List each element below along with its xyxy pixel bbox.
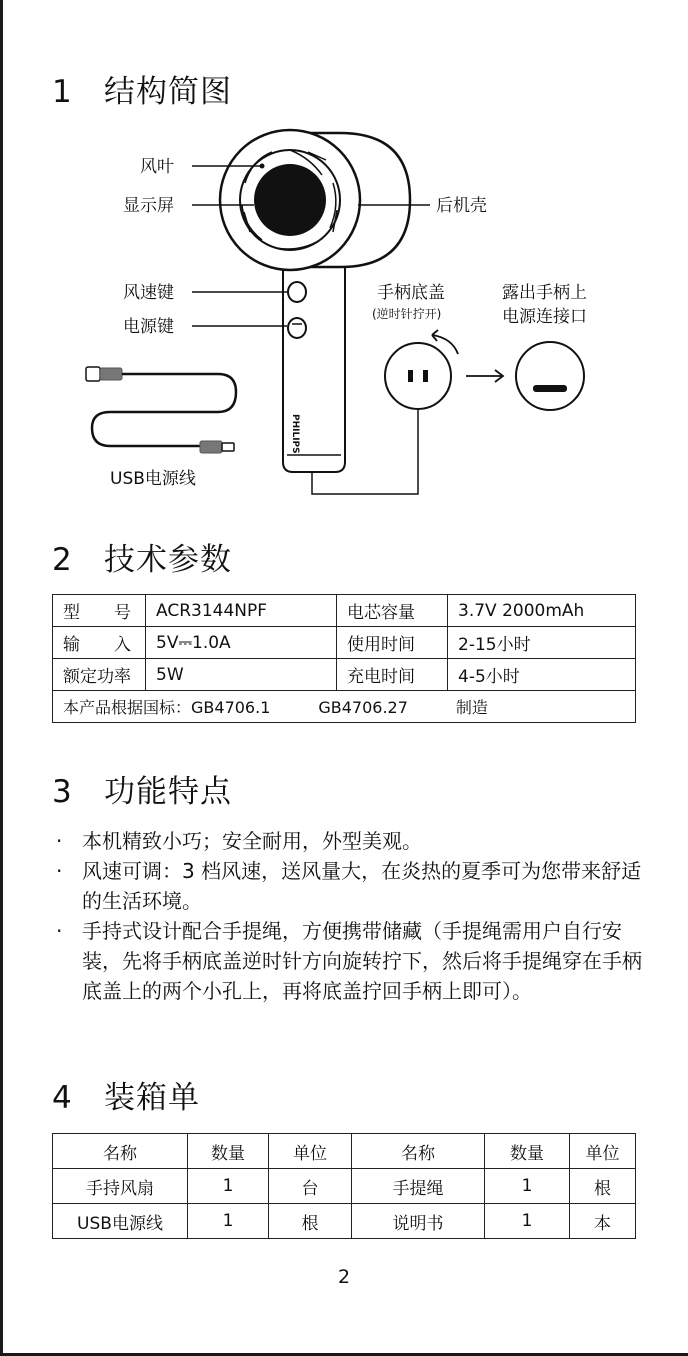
column-header: 单位 <box>570 1134 636 1169</box>
table-cell: 说明书 <box>352 1204 485 1239</box>
section-heading: 功能特点 <box>104 774 232 810</box>
power-button-icon <box>288 318 306 338</box>
section-heading: 结构简图 <box>104 74 232 110</box>
feature-text: 本机精致小巧；安全耐用，外型美观。 <box>82 829 422 853</box>
table-cell: USB电源线 <box>53 1204 188 1239</box>
spec-label: 使用时间 <box>337 627 448 659</box>
table-header-row <box>53 1134 636 1169</box>
spec-label: 额定功率 <box>53 659 146 691</box>
section-title-packing <box>52 1072 200 1117</box>
section-number: 2 <box>52 542 73 578</box>
packing-table <box>52 1133 636 1239</box>
display-screen <box>254 164 326 236</box>
spec-label: 型 号 <box>53 595 146 627</box>
list-item <box>56 856 656 916</box>
table-row <box>53 659 636 691</box>
label-cap-note: (逆时针拧开) <box>372 307 442 321</box>
table-row <box>53 1169 636 1204</box>
spec-value: 2-15小时 <box>448 627 636 659</box>
spec-label: 充电时间 <box>337 659 448 691</box>
spec-value: 5W <box>146 659 337 691</box>
spec-label: 输 入 <box>53 627 146 659</box>
section-title-features <box>52 766 232 811</box>
page-number: 2 <box>337 1266 351 1288</box>
spec-table <box>52 594 636 723</box>
standard-1: GB4706.1 <box>191 698 271 717</box>
label-speed-key: 风速键 <box>123 283 174 303</box>
label-cap-title: 手柄底盖 <box>377 283 445 303</box>
column-header: 数量 <box>485 1134 570 1169</box>
table-cell: 本 <box>570 1204 636 1239</box>
feature-text: 手持式设计配合手提绳，方便携带储藏（手提绳需用户自行安装，先将手柄底盖逆时针方向旋转拧下，然后将手提绳穿在手柄底盖上的两个小孔上，再将底盖拧回手柄上即可）。 <box>82 919 642 1003</box>
label-display: 显示屏 <box>123 196 174 216</box>
section-heading: 技术参数 <box>104 542 232 578</box>
table-cell: 台 <box>269 1169 352 1204</box>
table-cell: 根 <box>570 1169 636 1204</box>
table-cell: 1 <box>485 1204 570 1239</box>
label-port-line2: 电源连接口 <box>502 307 587 327</box>
bullet: · <box>56 919 63 943</box>
table-row <box>53 595 636 627</box>
table-cell: 根 <box>269 1204 352 1239</box>
label-usb-cable: USB电源线 <box>110 469 196 489</box>
section-number: 3 <box>52 774 73 810</box>
table-row <box>53 627 636 659</box>
bullet: · <box>56 829 63 853</box>
brand-logo: PHILIPS <box>290 414 300 454</box>
speed-button-icon <box>288 282 306 302</box>
list-item <box>56 826 656 856</box>
table-cell: 1 <box>188 1204 269 1239</box>
handle-cap-icon <box>385 330 458 409</box>
table-cell: 1 <box>188 1169 269 1204</box>
standards-note <box>53 691 636 723</box>
table-row <box>53 691 636 723</box>
spec-value: ACR3144NPF <box>146 595 337 627</box>
table-row <box>53 1204 636 1239</box>
spec-value: 5V⎓1.0A <box>146 627 337 659</box>
column-header: 名称 <box>352 1134 485 1169</box>
table-cell: 1 <box>485 1169 570 1204</box>
feature-text: 风速可调：3 档风速，送风量大，在炎热的夏季可为您带来舒适的生活环境。 <box>82 859 642 913</box>
power-port-icon <box>516 342 584 410</box>
spec-value: 3.7V 2000mAh <box>448 595 636 627</box>
arrow-right-icon <box>466 370 503 382</box>
usb-cable-icon <box>86 367 236 453</box>
bullet: · <box>56 859 63 883</box>
column-header: 名称 <box>53 1134 188 1169</box>
column-header: 单位 <box>269 1134 352 1169</box>
standard-2: GB4706.27 <box>318 698 408 717</box>
label-port-line1: 露出手柄上 <box>502 283 587 303</box>
label-rear-shell: 后机壳 <box>436 196 487 216</box>
spec-value: 4-5小时 <box>448 659 636 691</box>
section-number: 4 <box>52 1080 73 1116</box>
column-header: 数量 <box>188 1134 269 1169</box>
section-title-specs <box>52 534 232 579</box>
list-item <box>56 916 656 1006</box>
section-number: 1 <box>52 74 73 110</box>
label-power-key: 电源键 <box>123 317 174 337</box>
label-blade: 风叶 <box>140 157 174 177</box>
standards-suffix: 制造 <box>455 698 488 717</box>
standards-prefix: 本产品根据国标： <box>63 698 192 717</box>
feature-list <box>56 826 656 1006</box>
section-heading: 装箱单 <box>104 1080 200 1116</box>
table-cell: 手提绳 <box>352 1169 485 1204</box>
spec-label: 电芯容量 <box>337 595 448 627</box>
table-cell: 手持风扇 <box>53 1169 188 1204</box>
structure-diagram <box>0 0 688 520</box>
